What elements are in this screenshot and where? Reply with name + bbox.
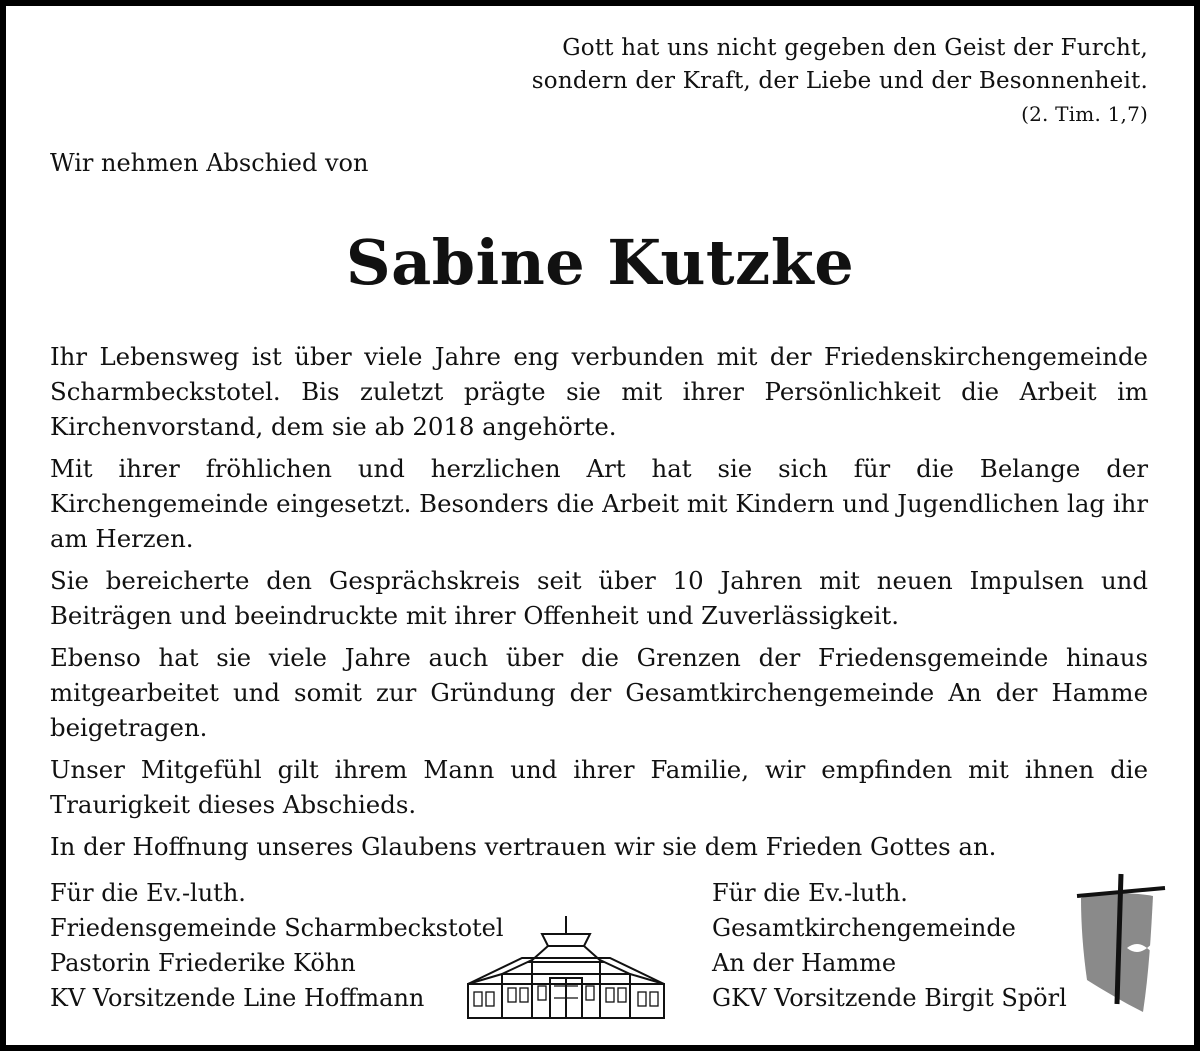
cross-fish-logo-icon (1073, 872, 1167, 1026)
signature-right (712, 876, 1067, 1016)
paragraph: Ihr Lebensweg ist über viele Jahre eng verbunden mit der Friedenskirchengemeinde Scharmbeckstotel. Bis zuletzt prägte sie mit ihrer Persönlichkeit die Arbeit im Kirchenvorstand, dem sie ab 2018 angehörte. (50, 342, 1148, 441)
paragraph: Ebenso hat sie viele Jahre auch über die Grenzen der Friedensgemeinde hinaus mitgearbeitet und somit zur Gründung der Gesamtkirchengemeinde An der Hamme beigetragen. (50, 643, 1148, 742)
signature-left (50, 876, 504, 1016)
signature-line: GKV Vorsitzende Birgit Spörl (712, 984, 1067, 1012)
church-building-icon (462, 912, 672, 1028)
signature-line: KV Vorsitzende Line Hoffmann (50, 984, 425, 1012)
verse-line-2: sondern der Kraft, der Liebe und der Besonnenheit. (531, 68, 1148, 94)
signature-line: Friedensgemeinde Scharmbeckstotel (50, 914, 504, 942)
signature-line: Für die Ev.-luth. (50, 879, 246, 907)
verse-reference: (2. Tim. 1,7) (1021, 102, 1148, 126)
paragraph: Mit ihrer fröhlichen und herzlichen Art hat sie sich für die Belange der Kirchengemeinde eingesetzt. Besonders die Arbeit mit Kindern und Jugendlichen lag ihr am Herzen. (50, 454, 1148, 553)
verse-line-1: Gott hat uns nicht gegeben den Geist der Furcht, (562, 35, 1148, 61)
signature-line: An der Hamme (712, 949, 897, 977)
intro-text: Wir nehmen Abschied von (50, 149, 369, 177)
signature-line: Pastorin Friederike Köhn (50, 949, 356, 977)
signature-line: Für die Ev.-luth. (712, 879, 908, 907)
signature-line: Gesamtkirchengemeinde (712, 914, 1016, 942)
obituary-body (50, 339, 1148, 871)
deceased-name: Sabine Kutzke (345, 226, 855, 299)
paragraph: Unser Mitgefühl gilt ihrem Mann und ihrer Familie, wir empfinden mit ihnen die Traurigkeit dieses Abschieds. (50, 755, 1148, 819)
bible-verse (532, 32, 1148, 130)
paragraph: Sie bereicherte den Gesprächskreis seit über 10 Jahren mit neuen Impulsen und Beiträgen und beeindruckte mit ihrer Offenheit und Zuverlässigkeit. (50, 566, 1148, 630)
paragraph: In der Hoffnung unseres Glaubens vertrauen wir sie dem Frieden Gottes an. (50, 832, 997, 861)
